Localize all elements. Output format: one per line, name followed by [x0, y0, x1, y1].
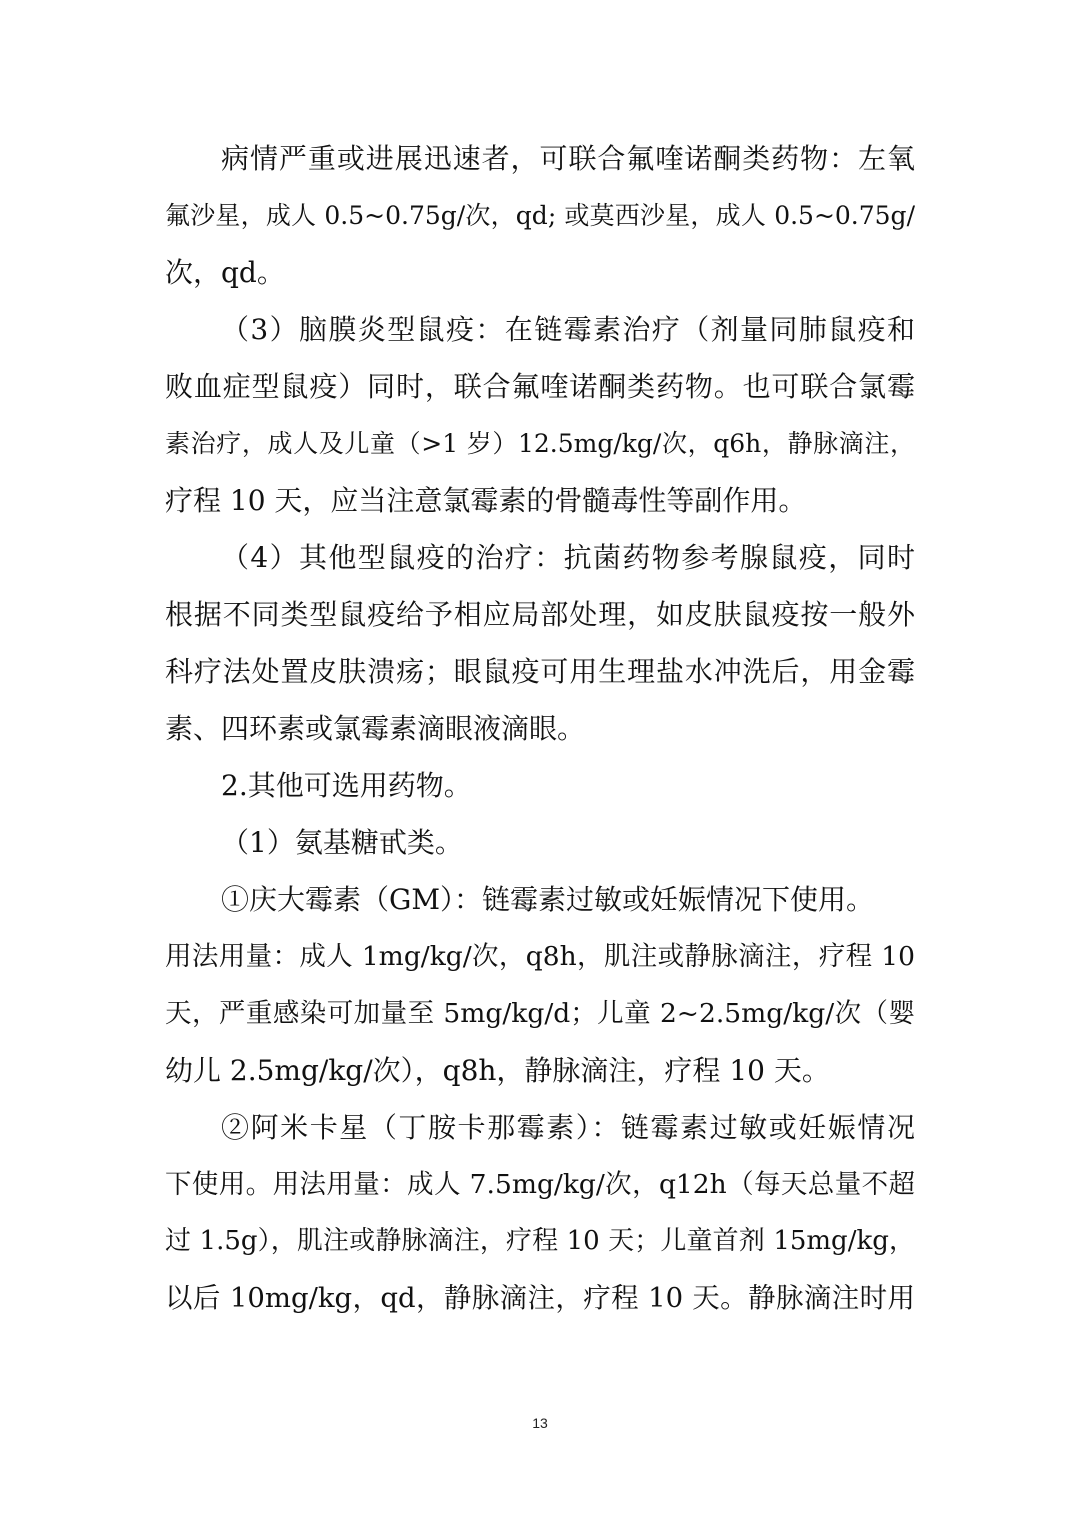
text-line: 氟沙星，成人 0.5~0.75g/次，qd; 或莫西沙星，成人 0.5~0.75g/ [165, 201, 915, 230]
text-line: （4）其他型鼠疫的治疗：抗菌药物参考腺鼠疫，同时 [221, 541, 915, 574]
document-body [165, 130, 915, 1327]
text-line: ①庆大霉素（GM）：链霉素过敏或妊娠情况下使用。 [221, 883, 875, 916]
text-line: 病情严重或进展迅速者，可联合氟喹诺酮类药物：左氧 [221, 142, 915, 175]
text-line: 天，严重感染可加量至 5mg/kg/d；儿童 2~2.5mg/kg/次（婴 [165, 998, 915, 1029]
text-line: （3）脑膜炎型鼠疫：在链霉素治疗（剂量同肺鼠疫和 [221, 313, 915, 346]
text-line: 疗程 10 天，应当注意氯霉素的骨髓毒性等副作用。 [165, 484, 807, 517]
text-line: 用法用量：成人 1mg/kg/次，q8h，肌注或静脉滴注，疗程 10 [165, 941, 915, 972]
text-line: 素、四环素或氯霉素滴眼液滴眼。 [165, 712, 586, 745]
text-line: 下使用。用法用量：成人 7.5mg/kg/次，q12h（每天总量不超 [165, 1169, 915, 1200]
text-line: ②阿米卡星（丁胺卡那霉素）：链霉素过敏或妊娠情况 [221, 1111, 915, 1144]
text-line: 科疗法处置皮肤溃疡；眼鼠疫可用生理盐水冲洗后，用金霉 [165, 655, 915, 688]
text-line: 幼儿 2.5mg/kg/次），q8h，静脉滴注，疗程 10 天。 [165, 1054, 830, 1087]
text-line: 2.其他可选用药物。 [221, 769, 472, 802]
text-line: 素治疗，成人及儿童（>1 岁）12.5mg/kg/次，q6h，静脉滴注， [165, 429, 915, 458]
text-line: 过 1.5g），肌注或静脉滴注，疗程 10 天；儿童首剂 15mg/kg， [165, 1226, 915, 1256]
text-line: 以后 10mg/kg，qd，静脉滴注，疗程 10 天。静脉滴注时用 [165, 1282, 915, 1314]
page-number: 13 [532, 1415, 548, 1431]
text-line: 次，qd。 [165, 256, 285, 289]
text-line: （1）氨基糖甙类。 [221, 826, 463, 859]
text-line: 败血症型鼠疫）同时，联合氟喹诺酮类药物。也可联合氯霉 [165, 370, 915, 403]
text-line: 根据不同类型鼠疫给予相应局部处理，如皮肤鼠疫按一般外 [165, 598, 915, 631]
